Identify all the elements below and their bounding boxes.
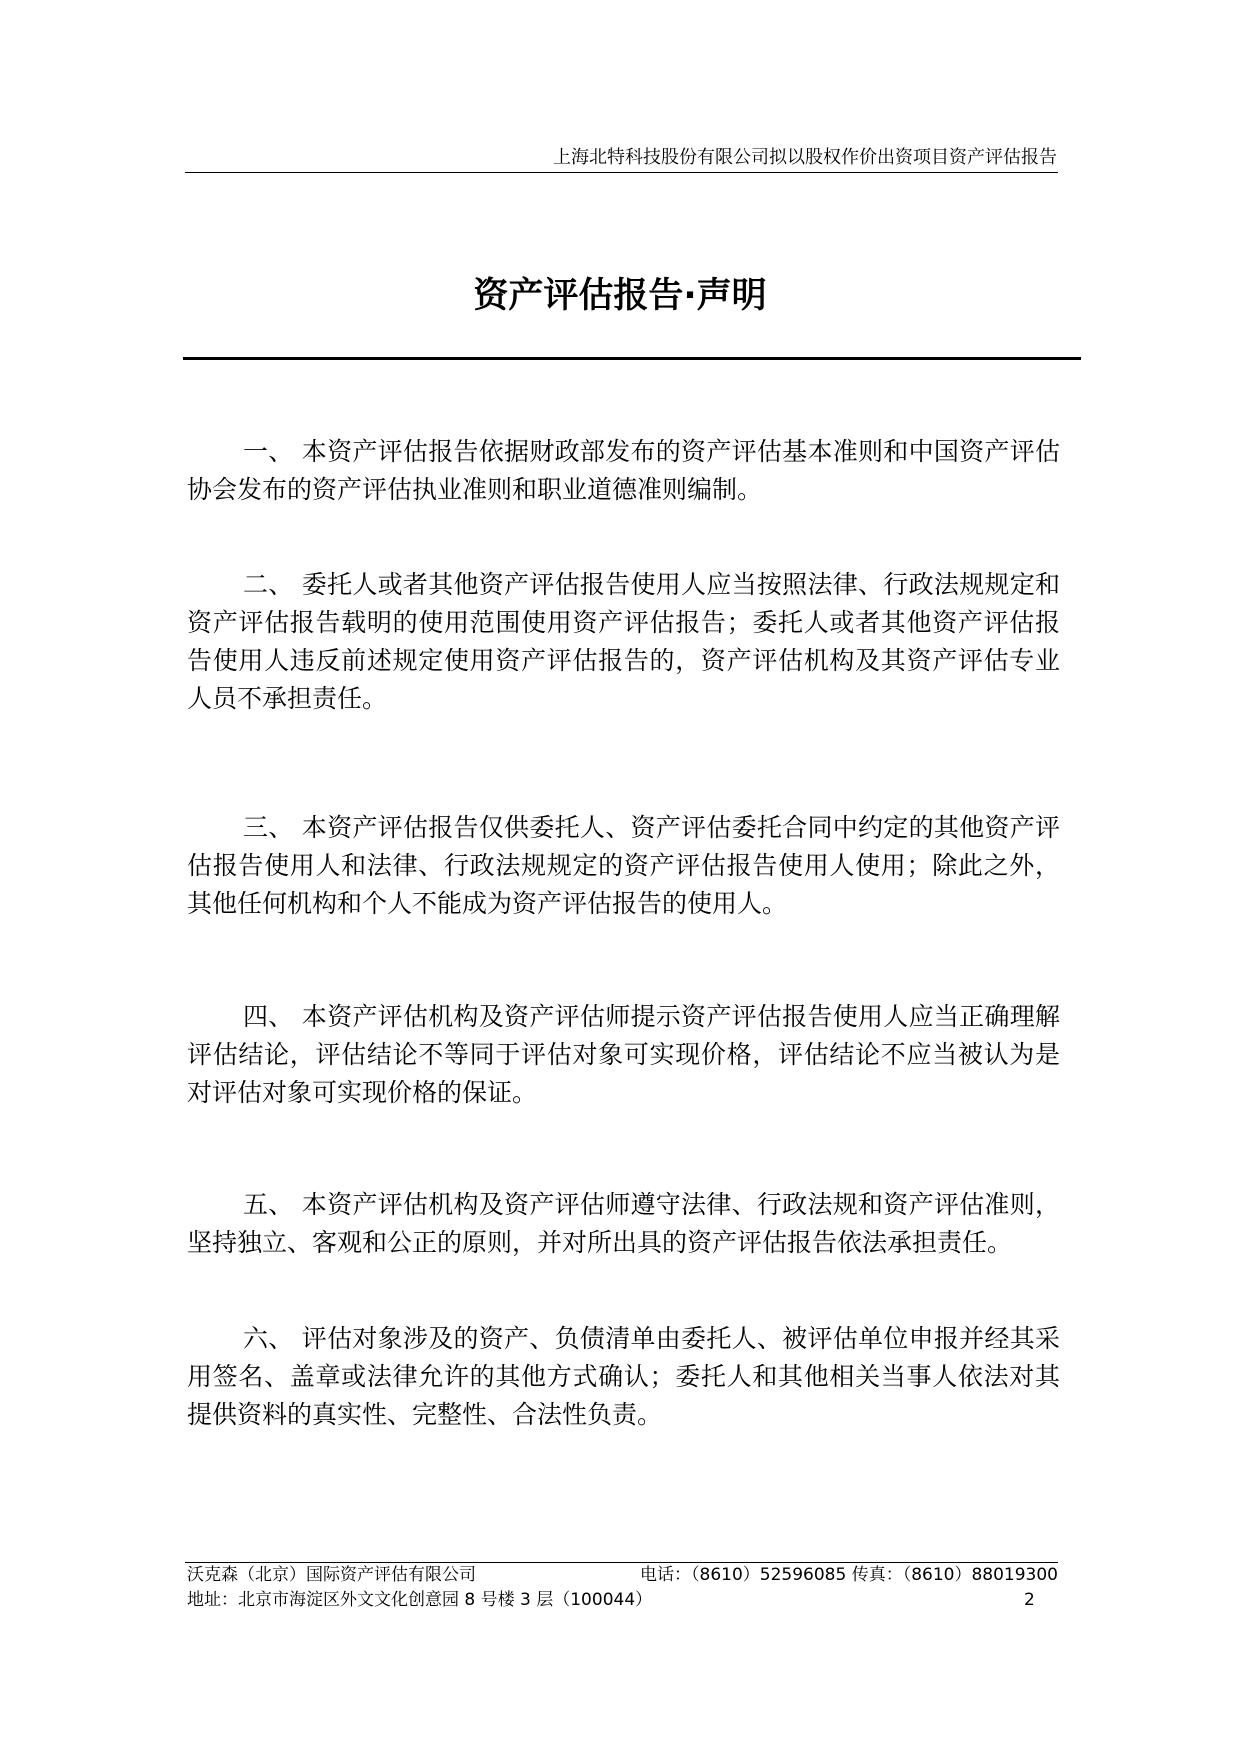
footer-address: 地址：北京市海淀区外文文化创意园 8 号楼 3 层（100044） [187, 1590, 653, 1610]
footer-company: 沃克森（北京）国际资产评估有限公司 [187, 1565, 476, 1585]
footer-phone-fax: 电话：（8610）52596085 传真：（8610）88019300 [640, 1565, 1058, 1585]
title-divider [183, 357, 1081, 360]
statement-paragraph-3: 三、 本资产评估报告仅供委托人、资产评估委托合同中约定的其他资产评估报告使用人和法律、行政法规规定的资产评估报告使用人使用；除此之外，其他任何机构和个人不能成为资产评估报告的使用人。 [187, 813, 1060, 918]
page-title: 资产评估报告·声明 [473, 276, 767, 316]
statement-paragraph-1: 一、 本资产评估报告依据财政部发布的资产评估基本准则和中国资产评估协会发布的资产评估执业准则和职业道德准则编制。 [187, 437, 1060, 504]
statement-paragraph-5: 五、 本资产评估机构及资产评估师遵守法律、行政法规和资产评估准则，坚持独立、客观和公正的原则，并对所出具的资产评估报告依法承担责任。 [187, 1190, 1060, 1257]
statement-paragraph-2: 二、 委托人或者其他资产评估报告使用人应当按照法律、行政法规规定和资产评估报告载明的使用范围使用资产评估报告；委托人或者其他资产评估报告使用人违反前述规定使用资产评估报告的，资产评估机构及其资产评估专业人员不承担责任。 [187, 570, 1060, 713]
header-divider [185, 172, 1058, 173]
running-header: 上海北特科技股份有限公司拟以股权作价出资项目资产评估报告 [553, 147, 1057, 168]
footer-divider [185, 1562, 1058, 1563]
statement-paragraph-4: 四、 本资产评估机构及资产评估师提示资产评估报告使用人应当正确理解评估结论，评估结论不等同于评估对象可实现价格，评估结论不应当被认为是对评估对象可实现价格的保证。 [187, 1002, 1060, 1107]
statement-paragraph-6: 六、 评估对象涉及的资产、负债清单由委托人、被评估单位申报并经其采用签名、盖章或法律允许的其他方式确认；委托人和其他相关当事人依法对其提供资料的真实性、完整性、合法性负责。 [187, 1324, 1060, 1429]
page-number: 2 [1024, 1590, 1035, 1610]
